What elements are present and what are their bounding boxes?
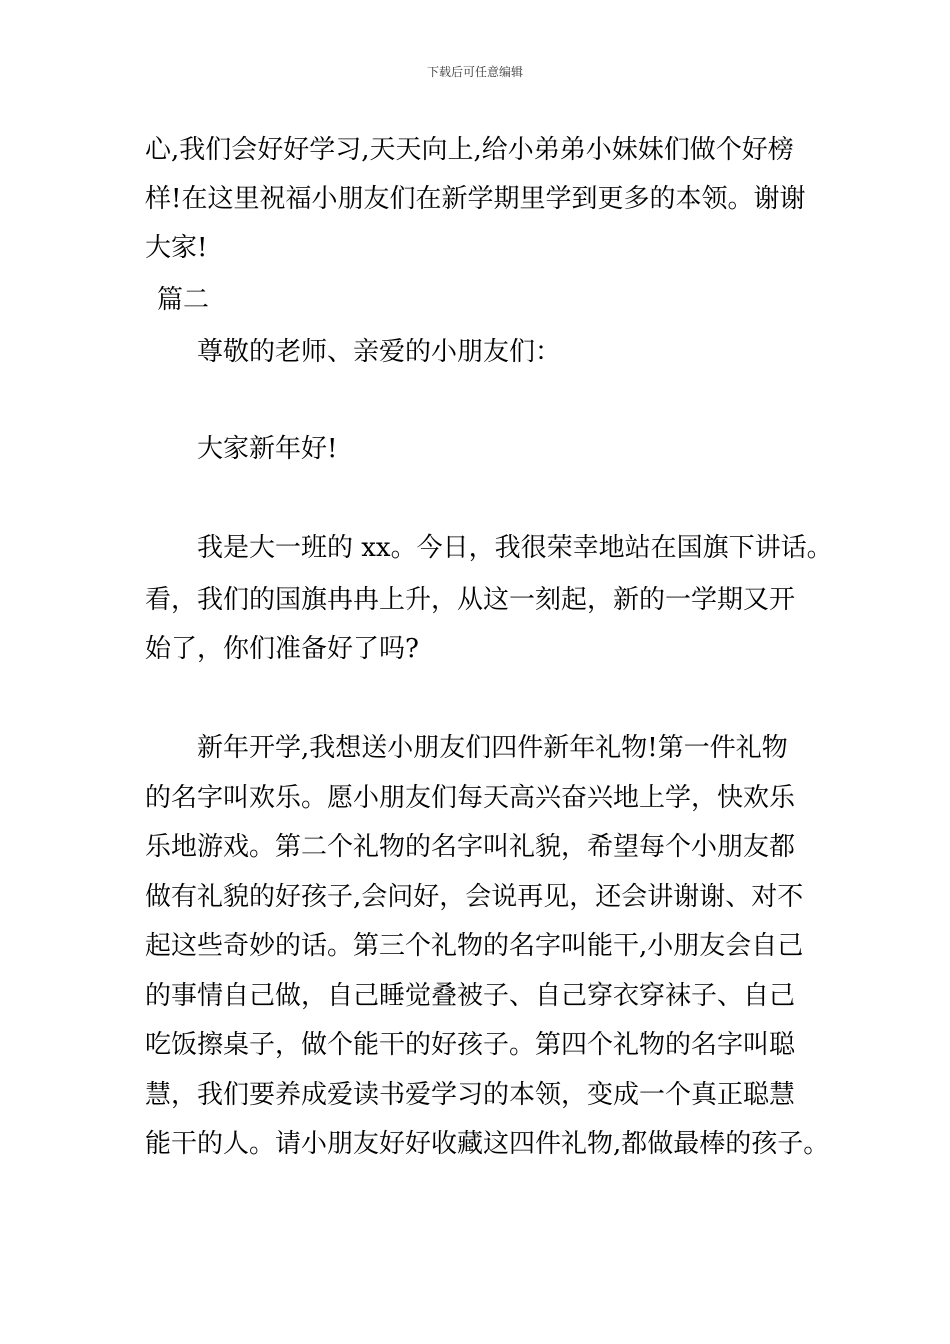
- paragraph-line: 吃饭擦桌子，做个能干的好孩子。第四个礼物的名字叫聪: [145, 1030, 796, 1060]
- paragraph-line: 新年开学,我想送小朋友们四件新年礼物!第一件礼物: [197, 733, 788, 763]
- paragraph-line: 能干的人。请小朋友好好收藏这四件礼物,都做最棒的孩子。: [145, 1129, 830, 1159]
- page-header-note: 下载后可任意编辑: [426, 65, 523, 79]
- salutation-line: 尊敬的老师、亲爱的小朋友们：: [197, 337, 562, 367]
- paragraph-line: 大家!: [145, 233, 208, 263]
- paragraph-line: 慧，我们要养成爱读书爱学习的本领，变成一个真正聪慧: [145, 1080, 796, 1110]
- paragraph-line: 做有礼貌的好孩子,会问好，会说再见，还会讲谢谢、对不: [145, 882, 804, 912]
- paragraph-line: 样!在这里祝福小朋友们在新学期里学到更多的本领。谢谢: [145, 184, 806, 214]
- paragraph-line: 心,我们会好好学习,天天向上,给小弟弟小妹妹们做个好榜: [145, 135, 794, 165]
- paragraph-line: 乐地游戏。第二个礼物的名字叫礼貌，希望每个小朋友都: [145, 832, 796, 862]
- paragraph-line: 的事情自己做，自己睡觉叠被子、自己穿衣穿袜子、自己: [145, 981, 796, 1011]
- paragraph-line: 始了，你们准备好了吗?: [145, 634, 419, 664]
- paragraph-line: 看，我们的国旗冉冉上升，从这一刻起，新的一学期又开: [145, 585, 796, 615]
- section-heading: 篇二: [157, 285, 210, 315]
- greeting-line: 大家新年好!: [197, 434, 338, 464]
- paragraph-line: 我是大一班的 xx。今日，我很荣幸地站在国旗下讲话。: [197, 533, 833, 563]
- paragraph-line: 的名字叫欢乐。愿小朋友们每天高兴奋兴地上学，快欢乐: [145, 783, 796, 813]
- paragraph-line: 起这些奇妙的话。第三个礼物的名字叫能干,小朋友会自己: [145, 931, 804, 961]
